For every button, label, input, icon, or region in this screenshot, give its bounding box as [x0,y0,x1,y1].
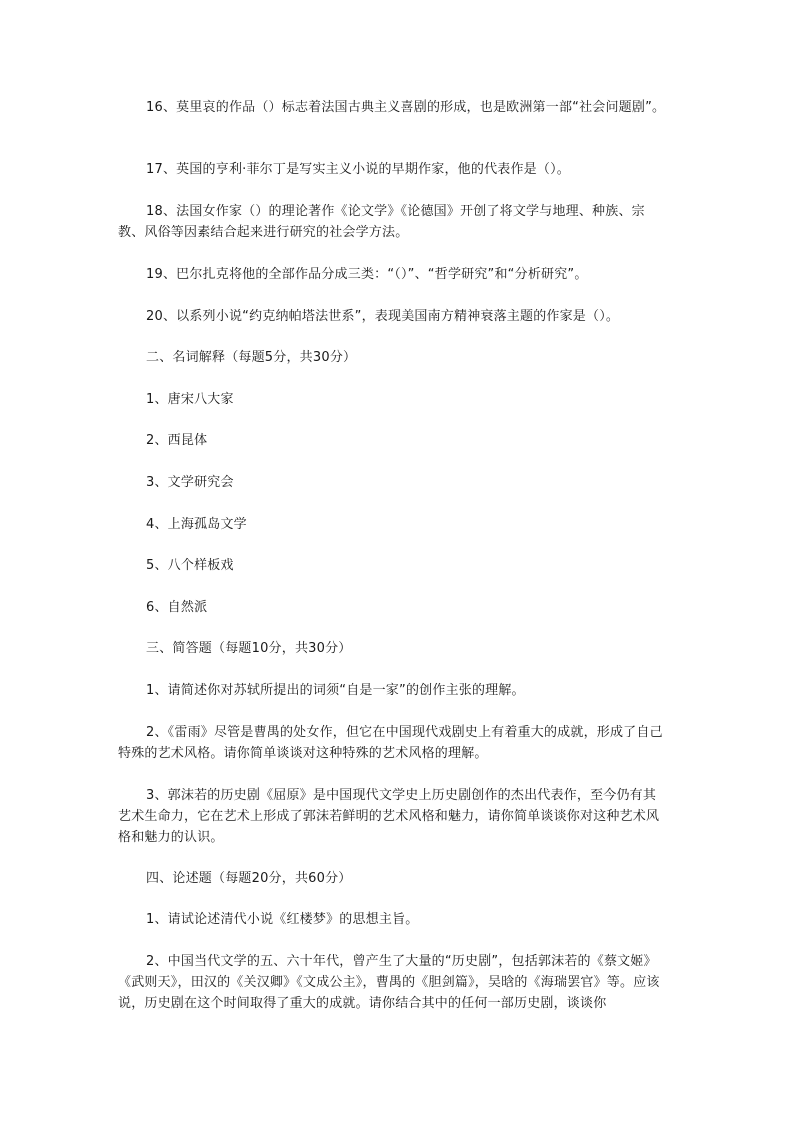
term-item-4: 4、上海孤岛文学 [146,517,247,532]
section-heading-terms: 二、名词解释（每题5分，共30分） [146,350,357,365]
question-18: 18、法国女作家（）的理论著作《论文学》《论德国》开创了将文学与地理、种族、宗教、风俗等因素结合起来进行研究的社会学方法。 [118,204,645,240]
term-item-5: 5、八个样板戏 [146,558,234,573]
section-heading-essay: 四、论述题（每题20分，共60分） [146,871,352,886]
short-answer-3: 3、郭沫若的历史剧《屈原》是中国现代文学史上历史剧创作的杰出代表作，至今仍有其艺术生命力，它在艺术上形成了郭沫若鲜明的艺术风格和魅力，请你简单谈谈你对这种艺术风格和魅力的认识。 [118,788,660,845]
term-item-3: 3、文学研究会 [146,475,234,490]
section-heading-short-answer: 三、简答题（每题10分，共30分） [146,641,352,656]
question-16: 16、莫里哀的作品（）标志着法国古典主义喜剧的形成，也是欧洲第一部“社会问题剧”。 [146,100,666,115]
question-20: 20、以系列小说“约克纳帕塔法世系”，表现美国南方精神衰落主题的作家是（）。 [146,309,620,324]
term-item-2: 2、西昆体 [146,433,208,448]
term-item-1: 1、唐宋八大家 [146,392,234,407]
essay-question-1: 1、请试论述清代小说《红楼梦》的思想主旨。 [146,912,419,927]
essay-question-2: 2、中国当代文学的五、六十年代，曾产生了大量的“历史剧”，包括郭沫若的《蔡文姬》《武则天》，田汉的《关汉卿》《文成公主》，曹禺的《胆剑篇》，吴晗的《海瑞罢官》等。应该说，历史剧在这个时间取得了重大的成就。请你结合其中的任何一部历史剧，谈谈你 [118,954,660,1011]
term-item-6: 6、自然派 [146,600,208,615]
question-17: 17、英国的亨利·菲尔丁是写实主义小说的早期作家，他的代表作是（）。 [146,162,570,177]
short-answer-1: 1、请简述你对苏轼所提出的词须“自是一家”的创作主张的理解。 [146,683,525,698]
question-19: 19、巴尔扎克将他的全部作品分成三类：“（）”、“哲学研究”和“分析研究”。 [146,267,588,282]
short-answer-2: 2、《雷雨》尽管是曹禺的处女作，但它在中国现代戏剧史上有着重大的成就，形成了自己特殊的艺术风格。请你简单谈谈对这种特殊的艺术风格的理解。 [118,725,663,761]
